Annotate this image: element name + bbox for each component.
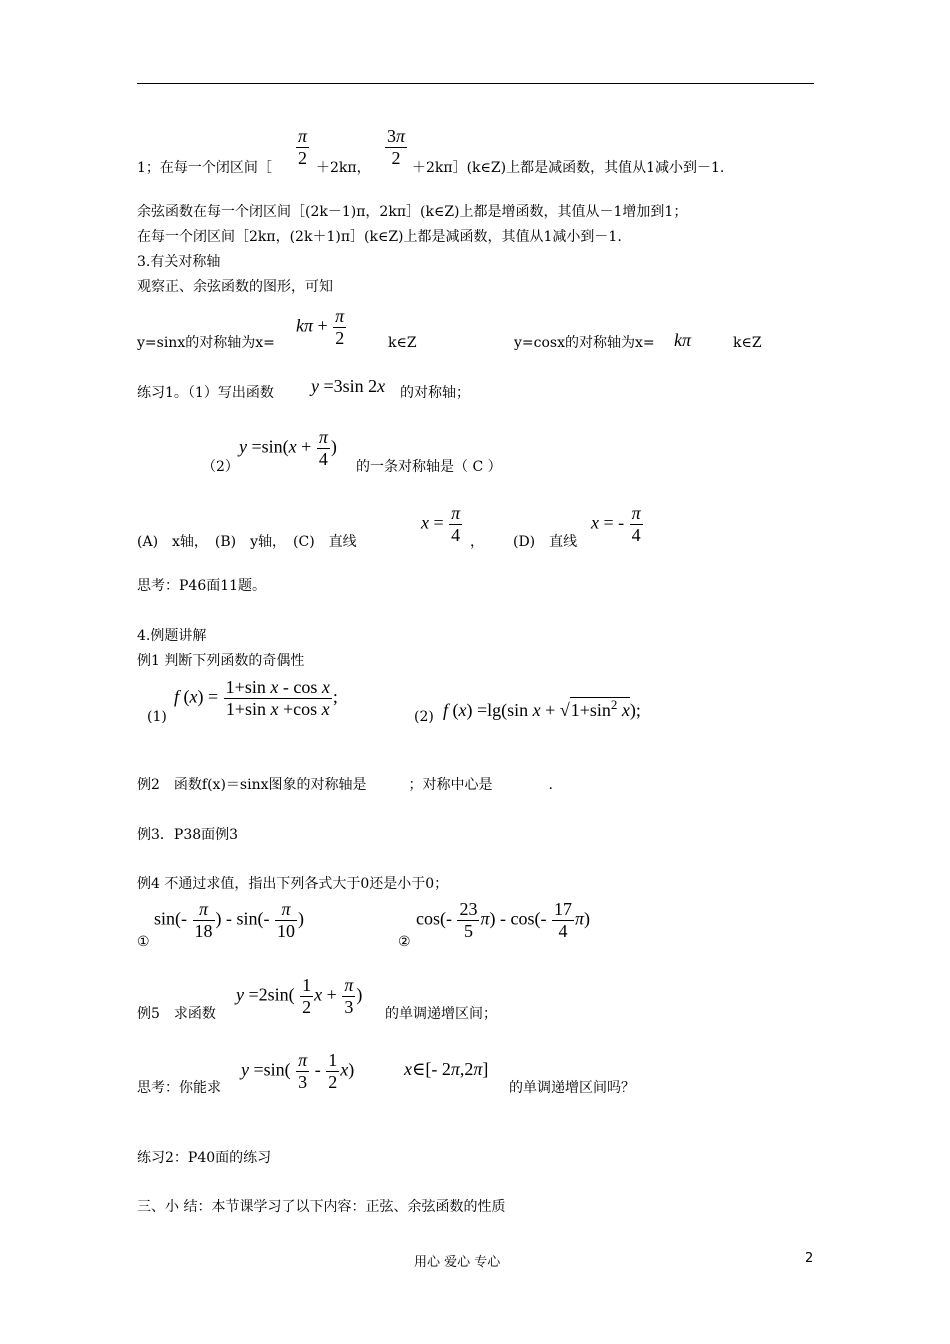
formula-y-3sin2x: y =3sin 2x [311, 376, 386, 396]
formula-sin-compare: sin(- $\frac{\pi}{18}$ ) - sin(- $\frac{\pi}{10}$ ) [154, 899, 304, 941]
formula-kpi-plus-pi-over-2: kπ + $\frac{\pi}{2}$ [296, 306, 345, 348]
example-2: 例2 函数f(x)＝sinx图象的对称轴是 ；对称中心是 . [137, 777, 553, 793]
formula-y-sin-x-plus-pi-over-4: y =sin(x + $\frac{\pi}{4}$ ) [239, 427, 337, 469]
text-line-1: 1；在每一个闭区间［ [137, 160, 272, 176]
example-1-part-1: (1) [147, 709, 167, 725]
exercise-1-2-label: （2） [202, 459, 239, 475]
exercise-1-label: 练习1。（1）写出函数 [137, 385, 274, 401]
formula-x-interval: x∈[- 2π,2π] [404, 1059, 489, 1079]
example-1-part-2: (2) [414, 709, 434, 725]
formula-3pi-over-2: $\frac{3\pi}{2}$ [387, 126, 406, 168]
exercise-2: 练习2：P40面的练习 [137, 1150, 272, 1166]
example-4-item-1: ① [137, 934, 150, 950]
text-line-5: 观察正、余弦函数的图形，可知 [137, 279, 333, 295]
k-in-z-1: k∈Z [388, 335, 417, 351]
think-2-label: 思考：你能求 [137, 1080, 221, 1096]
section-heading-3: 3.有关对称轴 [137, 254, 221, 270]
formula-x-eq-neg-pi-over-4: x = - $\frac{\pi}{4}$ [591, 503, 641, 545]
formula-pi-over-2: $\frac{\pi}{2}$ [298, 126, 308, 168]
exercise-1-suffix: 的对称轴； [400, 385, 470, 401]
formula-y-sin-pi-over-3: y =sin( $\frac{\pi}{3}$ - $\frac{1}{2}$ x) [241, 1050, 355, 1092]
text-line-1b: ＋2kπ， [316, 160, 371, 176]
k-in-z-2: k∈Z [733, 335, 762, 351]
header-rule [137, 83, 814, 84]
example-3: 例3．P38面例3 [137, 827, 239, 843]
text-line-1c: ＋2kπ］(k∈Z)上都是减函数，其值从1减小到－1. [412, 160, 725, 176]
text-line-3: 在每一个闭区间［2kπ，(2k＋1)π］(k∈Z)上都是减函数，其值从1减小到－1. [137, 229, 622, 245]
example-5-label: 例5 求函数 [137, 1006, 216, 1022]
formula-f-lg: f (x) =lg(sin $x + √1+\sin^2$ x); [443, 697, 641, 720]
exercise-1-2-suffix: 的一条对称轴是（ C ） [356, 459, 502, 475]
option-d: (D) 直线 [513, 534, 578, 550]
example-5-suffix: 的单调递增区间； [385, 1006, 497, 1022]
text-line-2: 余弦函数在每一个闭区间［(2k－1)π，2kπ］(k∈Z)上都是增函数，其值从－1增加到1； [137, 204, 688, 220]
think-2-suffix: 的单调递增区间吗？ [509, 1080, 635, 1096]
formula-cos-compare: cos(- $\frac{23}{5}$ π) - cos(- $\frac{17}{4}$ π) [416, 899, 591, 941]
example-1-label: 例1 判断下列函数的奇偶性 [137, 653, 305, 669]
sin-axis-label: y=sinx的对称轴为x= [137, 335, 275, 351]
options-abc: (A) x轴， (B) y轴， (C) 直线 [137, 534, 357, 550]
think-1: 思考：P46面11题。 [137, 578, 267, 594]
summary: 三、小 结：本节课学习了以下内容：正弦、余弦函数的性质 [137, 1199, 506, 1215]
formula-x-eq-pi-over-4: x = $\frac{\pi}{4}$ [421, 503, 461, 545]
options-comma: ， [470, 534, 484, 550]
formula-y-2sin: y =2sin( $\frac{1}{2}$ x + $\frac{\pi}{3}$ ) [236, 975, 363, 1017]
cos-axis-label: y=cosx的对称轴为x= [514, 335, 655, 351]
section-heading-4: 4.例题讲解 [137, 628, 207, 644]
formula-f-ratio: f (x) = $\frac{\text{1+sin x - cos x}}{\text{1+sin x +cos x}}$ ; [174, 677, 338, 719]
page-number: 2 [805, 1251, 814, 1266]
example-4-label: 例4 不通过求值，指出下列各式大于0还是小于0； [137, 876, 449, 892]
footer-slogan: 用心 爱心 专心 [414, 1255, 501, 1270]
example-4-item-2: ② [398, 934, 411, 950]
formula-kpi: kπ [674, 330, 692, 350]
